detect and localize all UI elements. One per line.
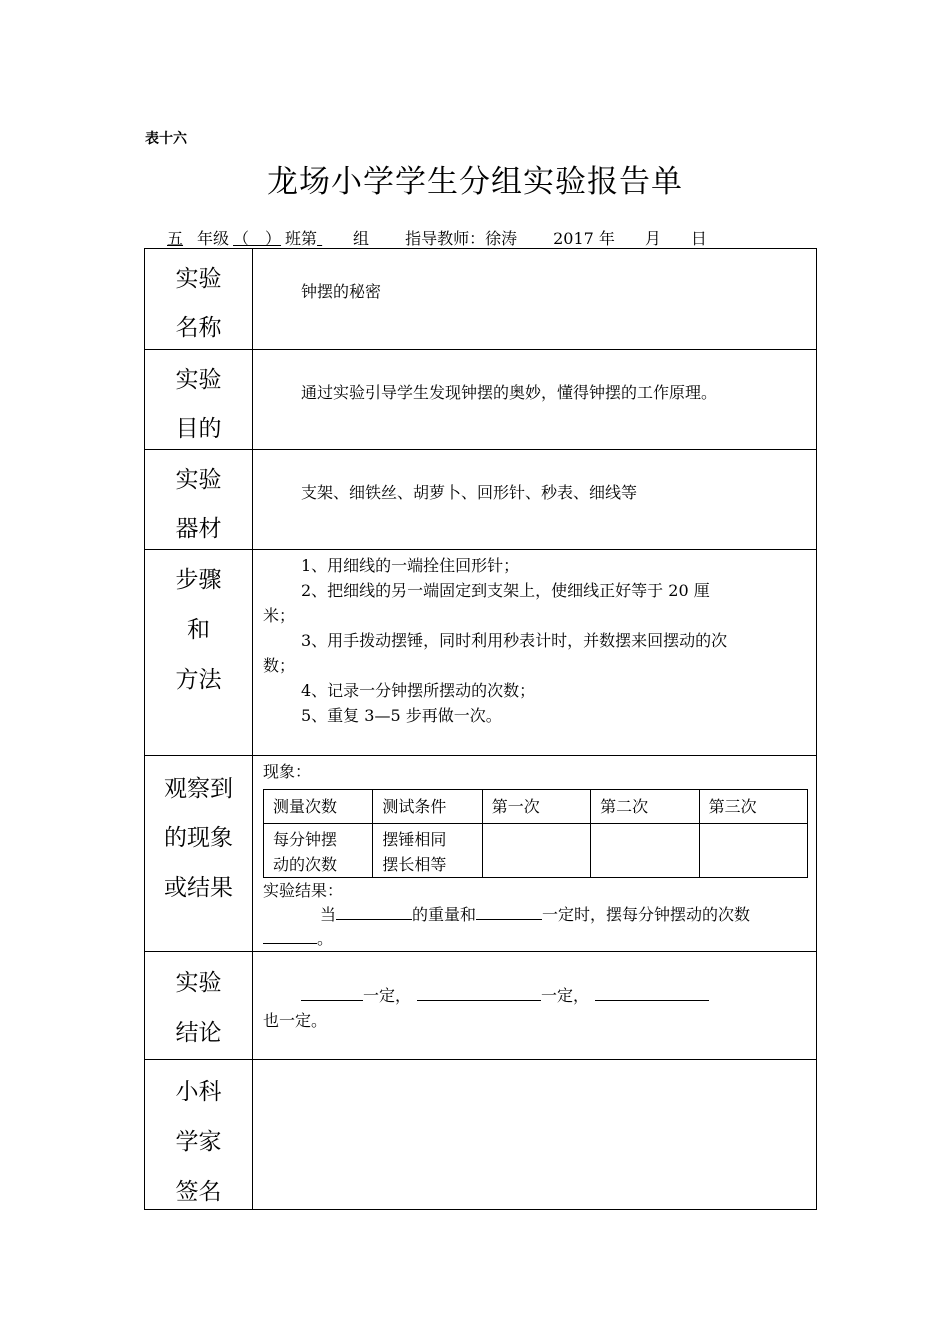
result-sentence: 当 的重量和 一定时，摆每分钟摆动的次数 [320,905,751,924]
row-steps-methods [145,550,816,756]
result-sentence-end: 。 [263,926,333,949]
class-paren: （ ） [233,229,282,248]
conclusion-blank-2[interactable] [417,984,541,1001]
step-1: 1、用细线的一端拴住回形针； [301,556,520,575]
year-label: 2017 年 [553,229,615,248]
label-signature: 小科 学家 签名 [145,1060,253,1209]
header-measure-count: 测量次数 [264,790,373,824]
cell-swings-per-minute: 每分钟摆 动的次数 [264,824,373,878]
step-3-cont: 数； [263,656,296,675]
content-experiment-name: 钟摆的秘密 [301,282,382,301]
conclusion-blank-1[interactable] [301,984,363,1001]
header-third: 第三次 [699,790,807,824]
result-text [253,756,816,951]
header-second: 第二次 [591,790,699,824]
row-experiment-materials [145,450,816,550]
conclusion-line-1: 一定， 一定， [301,983,709,1006]
result-blank-2[interactable] [476,903,542,920]
label-experiment-materials: 实验 器材 [145,450,253,549]
report-meta-line [145,226,707,249]
content-conclusion [253,952,816,1059]
class-label: 班第 [285,229,318,248]
result-label: 实验结果： [263,881,344,900]
row-signature [145,1060,816,1209]
signature-field[interactable] [253,1060,816,1209]
label-observation-results: 观察到 的现象 或结果 [145,756,253,951]
content-experiment-purpose: 通过实验引导学生发现钟摆的奥妙，懂得钟摆的工作原理。 [301,383,718,402]
label-conclusion: 实验 结论 [145,952,253,1059]
step-2: 2、把细线的另一端固定到支架上，使细线正好等于 20 厘 [301,581,710,600]
step-5: 5、重复 3—5 步再做一次。 [301,706,502,725]
result-blank-1[interactable] [336,903,412,920]
content-steps-methods [253,550,816,755]
conclusion-line-2: 也一定。 [263,1011,328,1030]
teacher-label: 指导教师：徐涛 [405,229,518,248]
row-observation-results [145,756,816,952]
day-label: 日 [690,229,707,248]
report-title: 龙场小学学生分组实验报告单 [267,164,683,200]
cell-test-condition: 摆锤相同 摆长相等 [373,824,482,878]
month-label: 月 [644,229,661,248]
grade-label: 年级 [197,229,230,248]
phenomenon-label: 现象： [263,762,312,781]
row-conclusion [145,952,816,1060]
step-3: 3、用手拨动摆锤，同时利用秒表计时，并数摆来回摆动的次 [301,631,728,650]
row-experiment-purpose [145,350,816,450]
report-table [144,248,817,1210]
label-experiment-name: 实验 名称 [145,249,253,349]
row-experiment-name [145,249,816,350]
header-first: 第一次 [482,790,590,824]
result-blank-3[interactable] [263,927,317,944]
content-experiment-materials: 支架、细铁丝、胡萝卜、回形针、秒表、细线等 [301,483,638,502]
label-experiment-purpose: 实验 目的 [145,350,253,449]
step-2-cont: 米； [263,606,296,625]
group-label: 组 [353,229,370,248]
conclusion-blank-3[interactable] [595,984,709,1001]
label-steps-methods: 步骤 和 方法 [145,550,253,755]
group-blank[interactable] [317,229,353,248]
header-test-condition: 测试条件 [373,790,482,824]
step-4: 4、记录一分钟摆所摆动的次数； [301,681,536,700]
grade-value: 五 [167,229,184,248]
table-number: 表十六 [145,131,187,147]
